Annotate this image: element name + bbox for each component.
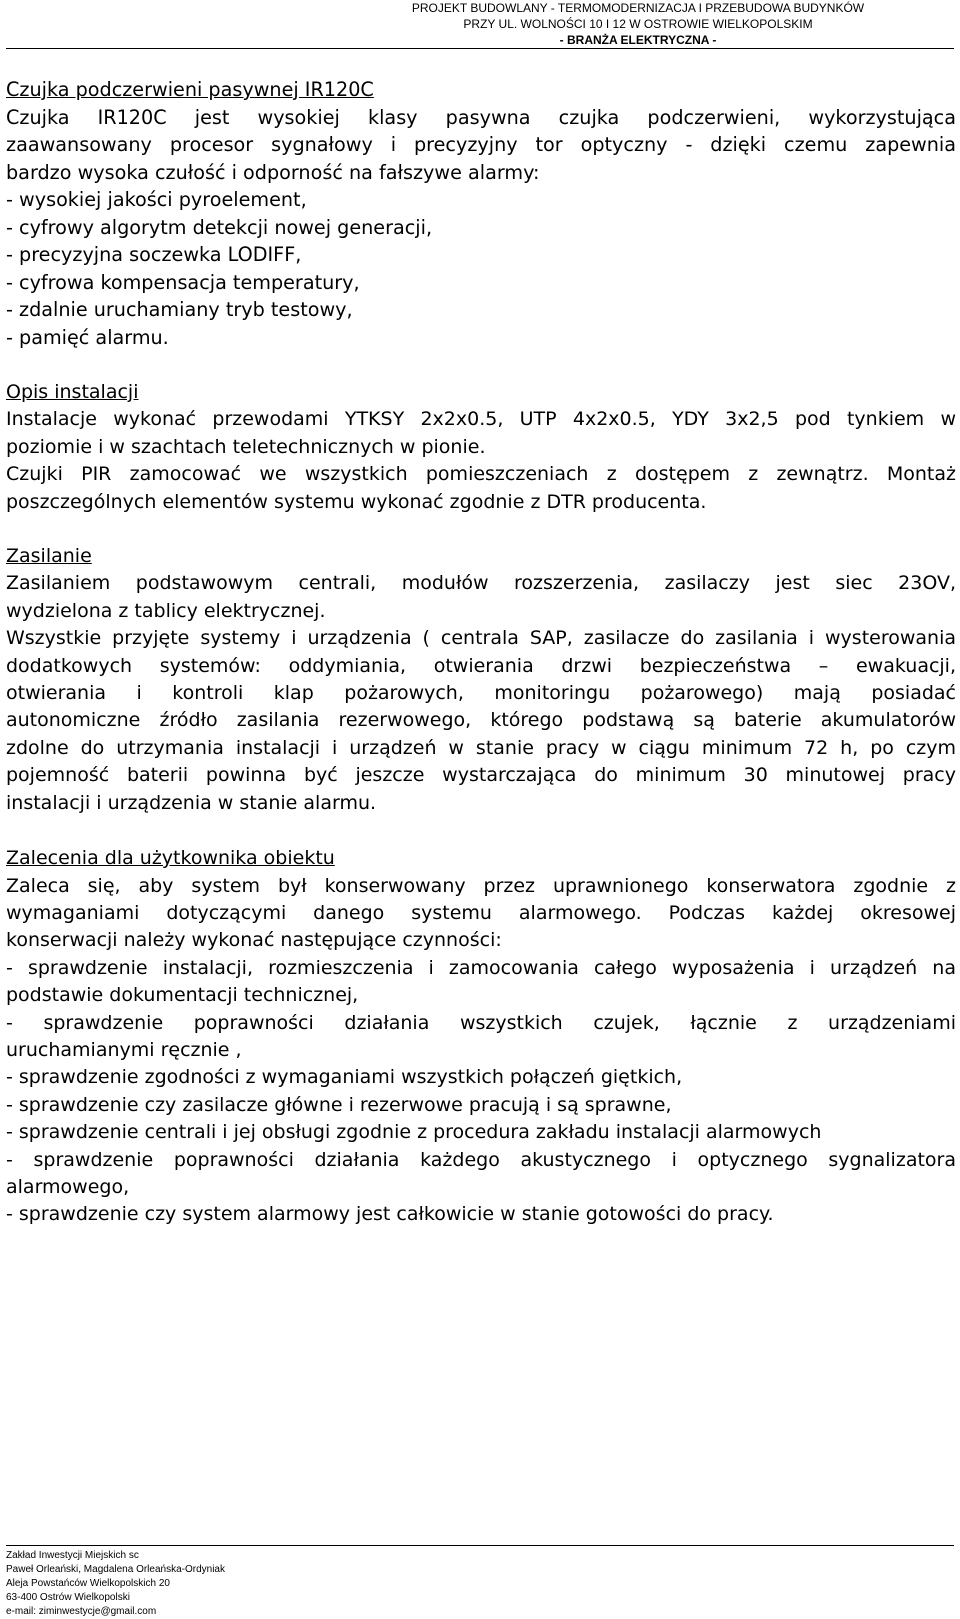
paragraph-line: bardzo wysoka czułość i odporność na fałszywe alarmy: — [6, 160, 540, 184]
list-item: - pamięć alarmu. — [6, 325, 169, 349]
header-address: PRZY UL. WOLNOŚCI 10 I 12 W OSTROWIE WIELKOPOLSKIM — [463, 17, 813, 31]
paragraph-line: wydzielona z tablicy elektrycznej. — [6, 599, 326, 622]
document-body — [6, 76, 956, 1229]
section-installation — [6, 379, 956, 516]
list-item: - sprawdzenie czy zasilacze główne i rezerwowe pracują i są sprawne, — [6, 1093, 672, 1116]
paragraph-line: instalacji i urządzenia w stanie alarmu. — [6, 791, 377, 814]
paragraph-line: zaawansowany procesor sygnałowy i precyzyjny tor optyczny - dzięki czemu zapewnia — [6, 133, 956, 156]
paragraph-line: Wszystkie przyjęte systemy i urządzenia ( centrala SAP, zasilacze do zasilania i wysterowania — [6, 627, 956, 650]
paragraph-line: Zasilaniem podstawowym centrali, modułów rozszerzenia, zasilaczy jest siec 23OV, — [6, 572, 956, 595]
section-pir-sensor — [6, 76, 956, 351]
section-power-supply — [6, 543, 956, 817]
footer-street: Aleja Powstańców Wielkopolskich 20 — [6, 1578, 170, 1589]
paragraph-line: Zaleca się, aby system był konserwowany przez uprawnionego konserwatora zgodnie z — [6, 874, 956, 897]
paragraph-line: dodatkowych systemów: oddymiania, otwierania drzwi bezpieczeństwa – ewakuacji, — [6, 654, 956, 677]
paragraph-line: konserwacji należy wykonać następujące czynności: — [6, 929, 502, 952]
paragraph-line: zdolne do utrzymania instalacji i urządzeń w stanie pracy w ciągu minimum 72 h, po czym — [6, 736, 956, 759]
paragraph-line: pojemność baterii powinna być jeszcze wystarczająca do minimum 30 minutowej pracy — [6, 764, 956, 787]
section-heading: Zasilanie — [6, 545, 92, 568]
section-heading: Czujka podczerwieni pasywnej IR120C — [6, 78, 374, 101]
list-item: - sprawdzenie poprawności działania każdego akustycznego i optycznego sygnalizatora — [6, 1148, 956, 1171]
paragraph-line: poziomie i w szachtach teletechnicznych w pionie. — [6, 435, 486, 458]
spacer — [6, 817, 956, 845]
footer-company: Zakład Inwestycji Miejskich sc — [6, 1550, 139, 1561]
paragraph-line: wymaganiami dotyczącymi danego systemu alarmowego. Podczas każdej okresowej — [6, 901, 956, 924]
list-item: - cyfrowy algorytm detekcji nowej generacji, — [6, 215, 433, 239]
list-item: - sprawdzenie poprawności działania wszystkich czujek, łącznie z urządzeniami — [6, 1011, 956, 1034]
paragraph-line: autonomiczne źródło zasilania rezerwowego, którego podstawą są baterie akumulatorów — [6, 709, 956, 732]
paragraph-line: Instalacje wykonać przewodami YTKSY 2x2x0.5, UTP 4x2x0.5, YDY 3x2,5 pod tynkiem w — [6, 408, 956, 431]
section-user-recommendations — [6, 845, 956, 1229]
list-item: uruchamianymi ręcznie , — [6, 1038, 242, 1061]
list-item: - wysokiej jakości pyroelement, — [6, 188, 307, 211]
paragraph-line: Czujki PIR zamocować we wszystkich pomieszczeniach z dostępem z zewnątrz. Montaż — [6, 463, 956, 486]
footer-names: Paweł Orleański, Magdalena Orleańska-Ordyniak — [6, 1564, 225, 1575]
list-item: - sprawdzenie instalacji, rozmieszczenia i zamocowania całego wyposażenia i urządzeń na — [6, 956, 956, 979]
page-header — [378, 0, 898, 48]
paragraph-line: poszczególnych elementów systemu wykonać zgodnie z DTR producenta. — [6, 490, 707, 513]
footer-email: e-mail: ziminwestycje@gmail.com — [6, 1606, 157, 1617]
list-item: - sprawdzenie czy system alarmowy jest całkowicie w stanie gotowości do pracy. — [6, 1203, 774, 1226]
list-item: - cyfrowa kompensacja temperatury, — [6, 270, 360, 294]
section-heading: Zalecenia dla użytkownika obiektu — [6, 847, 335, 870]
paragraph-line: otwierania i kontroli klap pożarowych, monitoringu pożarowego) mają posiadać — [6, 682, 956, 705]
list-item: - sprawdzenie centrali i jej obsługi zgodnie z procedura zakładu instalacji alarmowych — [6, 1121, 822, 1144]
footer-city: 63-400 Ostrów Wielkopolski — [6, 1592, 130, 1603]
header-divider — [6, 48, 954, 49]
page-footer — [6, 1545, 954, 1619]
header-project-title: PROJEKT BUDOWLANY - TERMOMODERNIZACJA I PRZEBUDOWA BUDYNKÓW — [411, 1, 865, 15]
header-branch: - BRANŻA ELEKTRYCZNA - — [559, 33, 717, 47]
spacer — [6, 516, 956, 543]
paragraph-line: Czujka IR120C jest wysokiej klasy pasywna czujka podczerwieni, wykorzystująca — [6, 105, 956, 129]
list-item: podstawie dokumentacji technicznej, — [6, 984, 359, 1007]
list-item: - sprawdzenie zgodności z wymaganiami wszystkich połączeń giętkich, — [6, 1066, 683, 1089]
section-heading: Opis instalacji — [6, 381, 139, 403]
list-item: alarmowego, — [6, 1175, 130, 1198]
list-item: - zdalnie uruchamiany tryb testowy, — [6, 298, 353, 321]
spacer — [6, 351, 956, 379]
list-item: - precyzyjna soczewka LODIFF, — [6, 243, 302, 266]
